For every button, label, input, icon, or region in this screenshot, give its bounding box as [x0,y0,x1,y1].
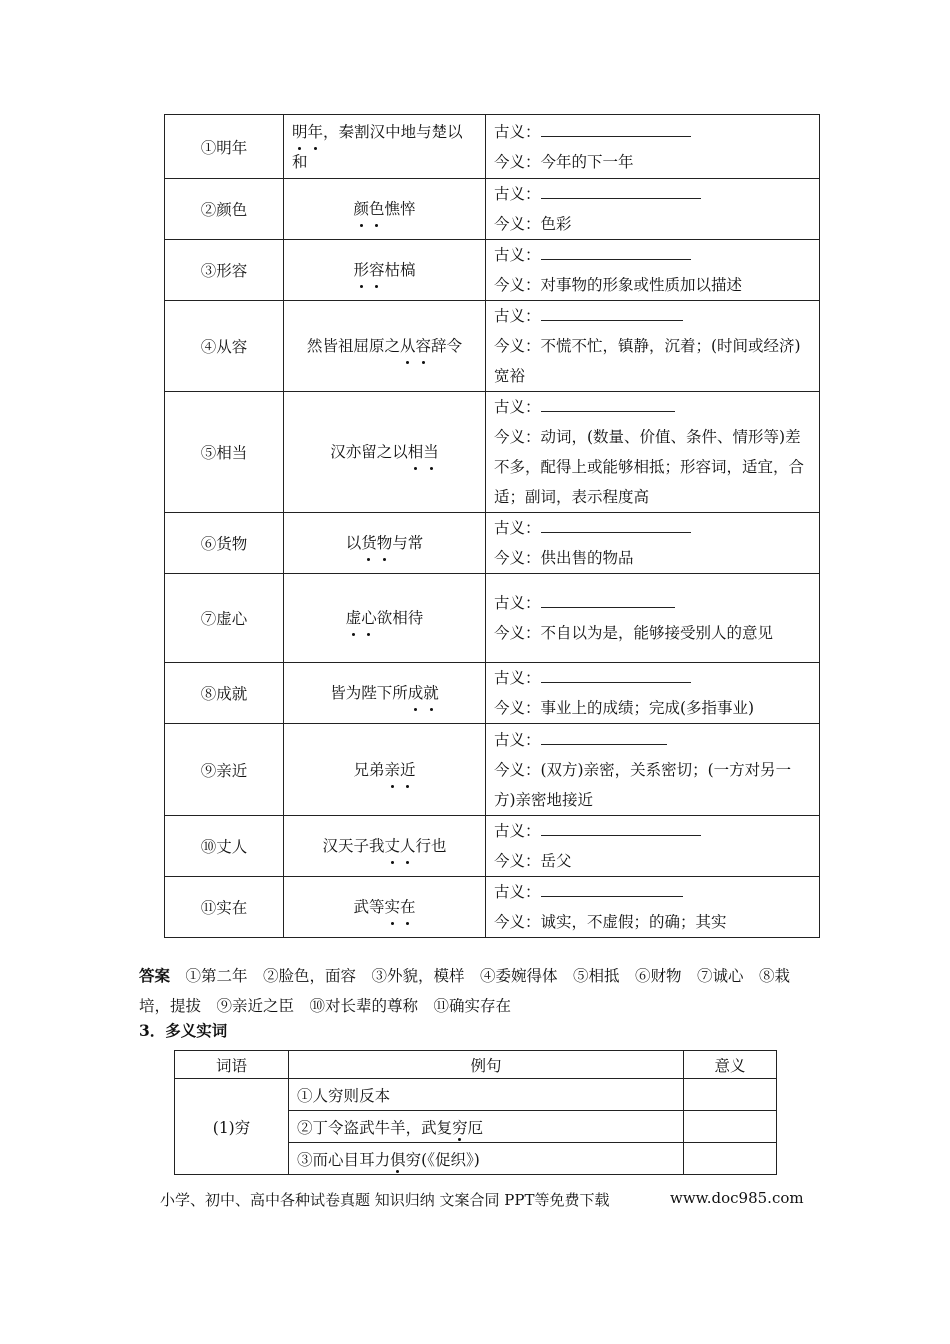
ancient-meaning-line: 古义： [494,392,811,422]
meaning-cell [486,724,820,816]
answer-blank [541,118,691,137]
word-cell: ⑧成就 [165,663,284,724]
meaning-cell [486,240,820,301]
table-row [165,816,820,877]
word-cell: (1)穷 [175,1079,289,1175]
word-cell: ⑨亲近 [165,724,284,816]
example-cell: 皆为陛下所成就 [284,663,486,724]
meaning-cell [486,301,820,392]
footer-url: www.doc985.com [670,1189,804,1207]
meaning-cell [486,179,820,240]
answer-block [139,961,819,1021]
example-cell: ③而心目耳力俱穷(《促织》) [289,1143,684,1175]
meaning-cell [486,513,820,574]
modern-meaning-line: 今义：不慌不忙，镇静，沉着；(时间或经济)宽裕 [494,337,801,385]
modern-meaning-line: 今义：对事物的形象或性质加以描述 [494,276,743,294]
answer-blank [541,878,683,897]
modern-meaning-line: 今义：今年的下一年 [494,152,634,171]
word-cell: ⑥货物 [165,513,284,574]
meaning-cell [684,1143,777,1175]
table-row [165,724,820,816]
ancient-meaning-line: 古义： [494,877,811,907]
modern-meaning-line: 今义：供出售的物品 [494,549,634,567]
section-3-title: 3．多义实词 [139,1021,228,1040]
example-cell: ①人穷则反本 [289,1079,684,1111]
table-row [165,574,820,663]
footer [160,1189,804,1210]
example-cell: 明年，秦割汉中地与楚以和 [284,115,486,179]
answer-blank [541,514,691,533]
example-cell: 以货物与常 [284,513,486,574]
ancient-meaning-line: 古义： [494,117,811,147]
example-cell: ②丁令盗武牛羊，武复穷厄 [289,1111,684,1143]
word-cell: ⑤相当 [165,392,284,513]
example-cell: 虚心欲相待 [284,574,486,663]
example-cell: 武等实在 [284,877,486,938]
modern-meaning-line: 今义：事业上的成绩；完成(多指事业) [494,699,755,717]
table-row [165,301,820,392]
example-cell: 兄弟亲近 [284,724,486,816]
gu-jin-yi-table [164,114,820,938]
example-cell: 然皆祖屈原之从容辞令 [284,301,486,392]
modern-meaning-line: 今义：(双方)亲密，关系密切；(一方对另一方)亲密地接近 [494,760,792,809]
answer-blank [541,817,701,836]
answer-blank [541,180,701,199]
word-cell: ⑪实在 [165,877,284,938]
example-cell: 形容枯槁 [284,240,486,301]
meaning-cell [486,663,820,724]
table-row [165,513,820,574]
meaning-cell [486,574,820,663]
example-cell: 颜色憔悴 [284,179,486,240]
table-row [165,115,820,179]
meaning-cell [684,1079,777,1111]
ancient-meaning-line: 古义： [494,513,811,543]
duo-yi-shi-ci-table [174,1050,777,1175]
example-cell: 汉天子我丈人行也 [284,816,486,877]
answer-blank [541,664,691,683]
modern-meaning-line: 今义：诚实，不虚假；的确；其实 [494,913,727,931]
header-meaning: 意义 [684,1051,777,1079]
ancient-meaning-line: 古义： [494,179,811,209]
table-row [165,179,820,240]
table-row [175,1079,777,1111]
ancient-meaning-line: 古义： [494,588,811,618]
table-row [165,392,820,513]
word-cell: ⑩丈人 [165,816,284,877]
meaning-cell [486,115,820,179]
answer-blank [541,726,667,745]
answer-label: 答案 [139,966,171,985]
meaning-cell [684,1111,777,1143]
word-cell: ⑦虚心 [165,574,284,663]
modern-meaning-line: 今义：不自以为是，能够接受别人的意见 [494,624,774,642]
modern-meaning-line: 今义：岳父 [494,852,572,870]
answer-blank [541,302,683,321]
table-row [165,240,820,301]
example-cell: 汉亦留之以相当 [284,392,486,513]
word-cell: ①明年 [165,115,284,179]
answer-text: ①第二年 ②脸色，面容 ③外貌，模样 ④委婉得体 ⑤相抵 ⑥财物 ⑦诚心 ⑧栽培，提拔 ⑨亲近之臣 ⑩对长辈的尊称 ⑪确实存在 [139,967,791,1015]
ancient-meaning-line: 古义： [494,240,811,270]
ancient-meaning-line: 古义： [494,725,811,755]
ancient-meaning-line: 古义： [494,301,811,331]
ancient-meaning-line: 古义： [494,816,811,846]
ancient-meaning-line: 古义： [494,663,811,693]
table2-header-row [175,1051,777,1079]
word-cell: ③形容 [165,240,284,301]
table-row [165,877,820,938]
word-cell: ④从容 [165,301,284,392]
header-example: 例句 [289,1051,684,1079]
modern-meaning-line: 今义：色彩 [494,215,572,233]
table-row [165,663,820,724]
modern-meaning-line: 今义：动词，(数量、价值、条件、情形等)差不多，配得上或能够相抵；形容词，适宜，合适；副词，表示程度高 [494,428,805,506]
header-word: 词语 [175,1051,289,1079]
footer-text: 小学、初中、高中各种试卷真题 知识归纳 文案合同 PPT等免费下载 [160,1191,610,1209]
meaning-cell [486,392,820,513]
answer-blank [541,241,691,260]
answer-blank [541,393,675,412]
answer-blank [541,589,675,608]
word-cell: ②颜色 [165,179,284,240]
meaning-cell [486,816,820,877]
meaning-cell [486,877,820,938]
